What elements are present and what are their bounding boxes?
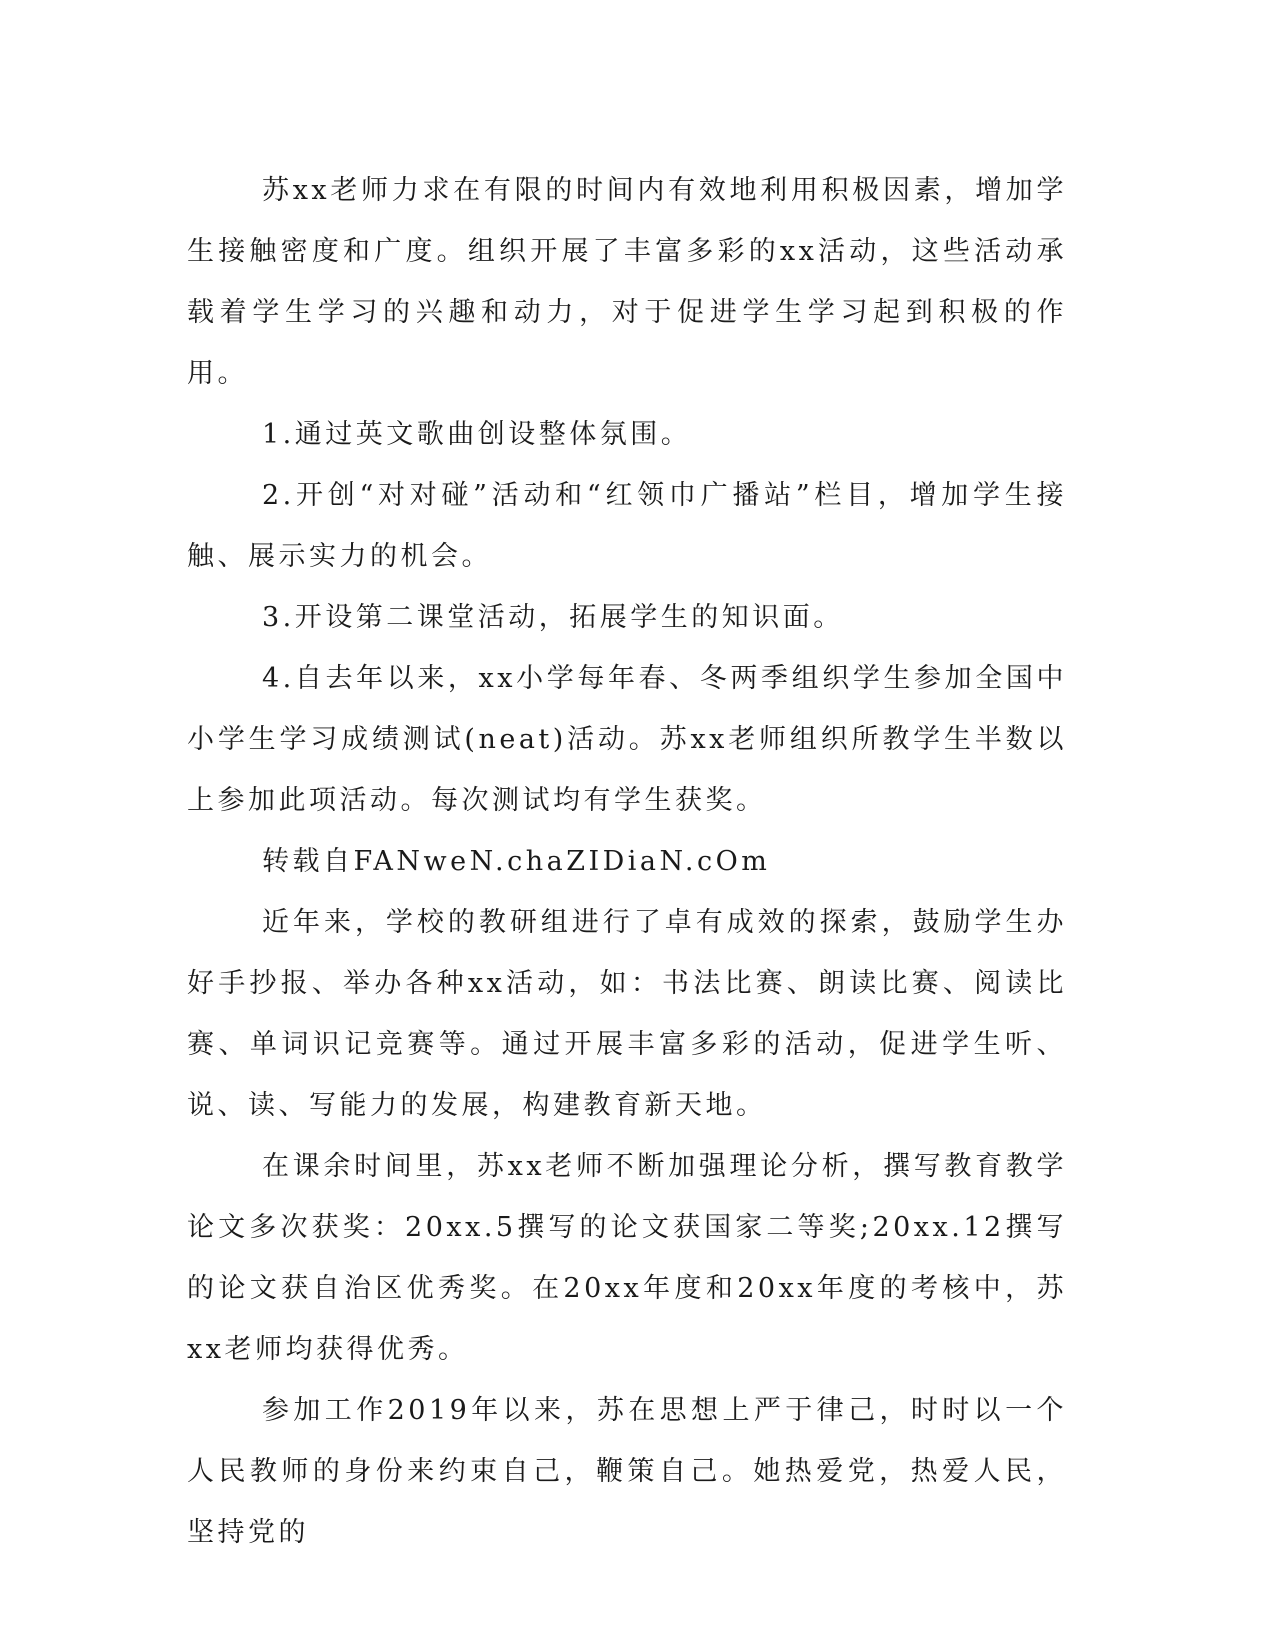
paragraph-teaching-research: 近年来，学校的教研组进行了卓有成效的探索，鼓励学生办好手抄报、举办各种xx活动，如：书法比赛、朗读比赛、阅读比赛、单词识记竞赛等。通过开展丰富多彩的活动，促进学生听、说、读、写能力的发展，构建教育新天地。 xyxy=(187,907,1067,1121)
paragraph-papers-awards: 在课余时间里，苏xx老师不断加强理论分析，撰写教育教学论文多次获奖：20xx.5撰写的论文获国家二等奖;20xx.12撰写的论文获自治区优秀奖。在20xx年度和20xx年度的考核中，苏xx老师均获得优秀。 xyxy=(187,1151,1067,1365)
list-item-2: 2.开创“对对碰”活动和“红领巾广播站”栏目，增加学生接触、展示实力的机会。 xyxy=(187,480,1067,572)
paragraph-activities-intro: 苏xx老师力求在有限的时间内有效地利用积极因素，增加学生接触密度和广度。组织开展了丰富多彩的xx活动，这些活动承载着学生学习的兴趣和动力，对于促进学生学习起到积极的作用。 xyxy=(187,175,1067,389)
list-item-3: 3.开设第二课堂活动，拓展学生的知识面。 xyxy=(262,602,844,633)
document-body xyxy=(187,160,1067,1563)
list-item-4: 4.自去年以来，xx小学每年春、冬两季组织学生参加全国中小学生学习成绩测试(neat)活动。苏xx老师组织所教学生半数以上参加此项活动。每次测试均有学生获奖。 xyxy=(187,663,1067,816)
source-note: 转载自FANweN.chaZIDiaN.cOm xyxy=(262,846,771,877)
paragraph-work-attitude: 参加工作2019年以来，苏在思想上严于律己，时时以一个人民教师的身份来约束自己，鞭策自己。她热爱党，热爱人民，坚持党的 xyxy=(187,1395,1067,1548)
list-item-1: 1.通过英文歌曲创设整体氛围。 xyxy=(262,419,692,450)
